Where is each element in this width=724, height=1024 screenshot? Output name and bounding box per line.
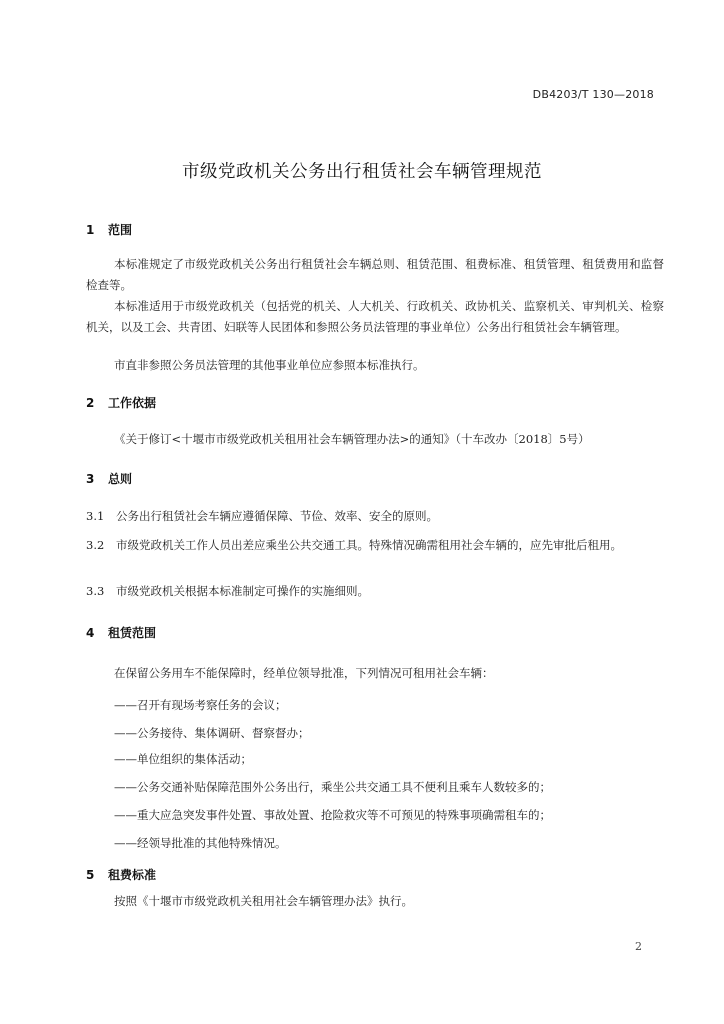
paragraph: 市直非参照公务员法管理的其他事业单位应参照本标准执行。: [114, 358, 425, 372]
clause-text: 公务出行租赁社会车辆应遵循保障、节俭、效率、安全的原则。: [116, 509, 438, 523]
list-item: ——公务交通补贴保障范围外公务出行，乘坐公共交通工具不便利且乘车人数较多的；: [114, 780, 551, 794]
list-item: ——经领导批准的其他特殊情况。: [114, 836, 287, 850]
section-heading: [86, 866, 156, 883]
clause-text: 市级党政机关根据本标准制定可操作的实施细则。: [116, 584, 369, 598]
list-intro: 在保留公务用车不能保障时，经单位领导批准，下列情况可租用社会车辆：: [114, 666, 494, 680]
clause-text: 市级党政机关工作人员出差应乘坐公共交通工具。特殊情况确需租用社会车辆的，应先审批后租用。: [116, 538, 622, 552]
section-number: 3: [86, 472, 95, 486]
document-title: 市级党政机关公务出行租赁社会车辆管理规范: [182, 162, 542, 182]
paragraph: 本标准规定了市级党政机关公务出行租赁社会车辆总则、租赁范围、租费标准、租赁管理、租赁费用和监督检查等。: [86, 257, 664, 292]
section-heading: [86, 470, 132, 487]
clause-number: 3.1: [86, 509, 105, 523]
list-item: ——公务接待、集体调研、督察督办；: [114, 726, 310, 740]
page-number: 2: [635, 940, 642, 953]
list-item: ——重大应急突发事件处置、事故处置、抢险救灾等不可预见的特殊事项确需租车的；: [114, 808, 551, 822]
standard-code: DB4203/T 130—2018: [532, 88, 654, 101]
clause: [86, 535, 664, 556]
section-number: 1: [86, 223, 95, 237]
list-item: ——召开有现场考察任务的会议；: [114, 698, 287, 712]
clause: [86, 506, 664, 527]
list-item: ——单位组织的集体活动；: [114, 752, 252, 766]
paragraph: 按照《十堰市市级党政机关租用社会车辆管理办法》执行。: [114, 894, 413, 908]
section-number: 5: [86, 868, 95, 882]
clause-number: 3.3: [86, 584, 105, 598]
paragraph: 《关于修订<十堰市市级党政机关租用社会车辆管理办法>的通知》（十车改办〔2018〕5号）: [114, 432, 590, 446]
section-title: 租赁范围: [108, 626, 157, 640]
section-title: 工作依据: [108, 396, 157, 410]
section-heading: [86, 624, 156, 641]
section-title: 范围: [108, 223, 133, 237]
section-number: 2: [86, 396, 95, 410]
section-title: 总则: [108, 472, 133, 486]
section-heading: [86, 394, 156, 411]
clause: [86, 581, 664, 602]
section-number: 4: [86, 626, 95, 640]
clause-number: 3.2: [86, 538, 105, 552]
paragraph: 本标准适用于市级党政机关（包括党的机关、人大机关、行政机关、政协机关、监察机关、审判机关、检察机关，以及工会、共青团、妇联等人民团体和参照公务员法管理的事业单位）公务出行租赁社会车辆管理。: [86, 299, 664, 334]
section-heading: [86, 221, 132, 238]
section-title: 租费标准: [108, 868, 157, 882]
